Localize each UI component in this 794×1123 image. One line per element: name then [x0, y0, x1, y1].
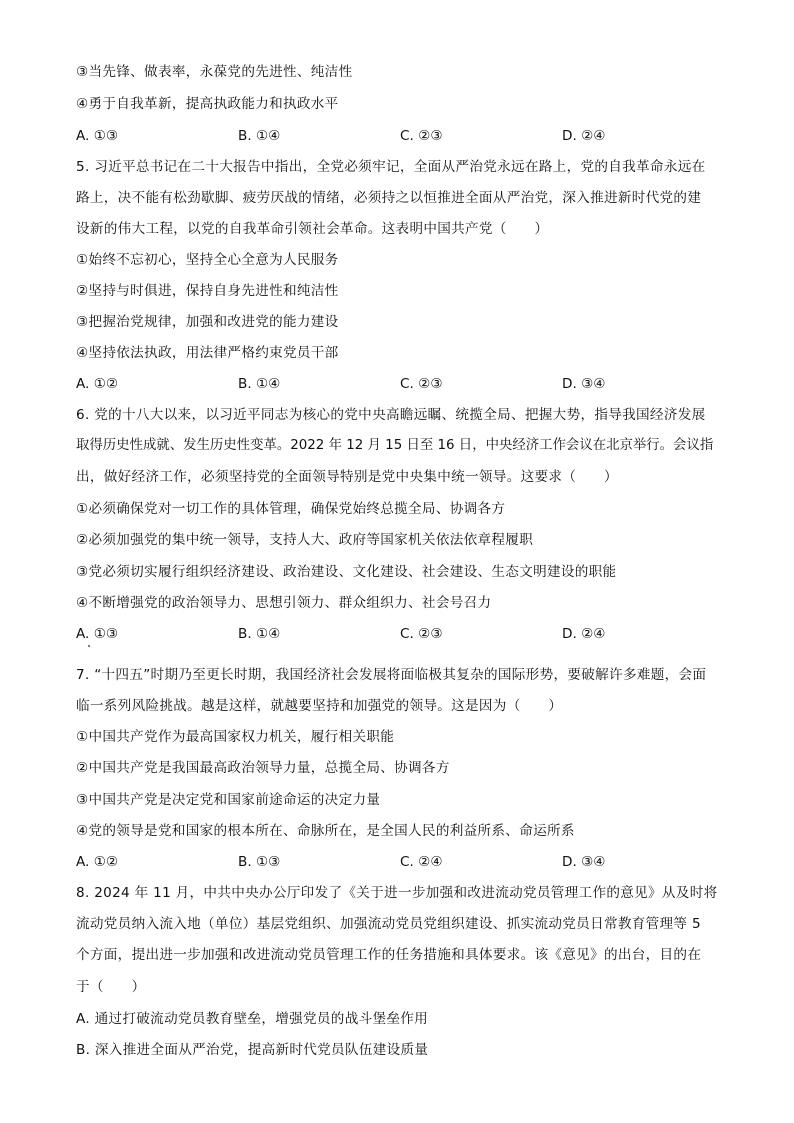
q7-stem-line-2: 临一系列风险挑战。越是这样，就越要坚持和加强党的领导。这是因为（ ）	[76, 698, 563, 714]
q7-option-d[interactable]: D. ③④	[562, 854, 606, 870]
q5-item-4: ④坚持依法执政，用法律严格约束党员干部	[76, 345, 339, 361]
q5-item-2: ②坚持与时俱进，保持自身先进性和纯洁性	[76, 283, 339, 299]
q8-stem-line-4: 于（ ）	[76, 979, 146, 995]
q7-option-b[interactable]: B. ①③	[238, 854, 281, 870]
q8-option-a[interactable]: A. 通过打破流动党员教育壁垒，增强党员的战斗堡垒作用	[76, 1011, 429, 1027]
q6-item-3: ③党必须切实履行组织经济建设、政治建设、文化建设、社会建设、生态文明建设的职能	[76, 564, 617, 580]
q5-option-b[interactable]: B. ①④	[238, 376, 281, 392]
q6-stem-line-2: 取得历史性成就、发生历史性变革。2022 年 12 月 15 日至 16 日，中央经济工作会议在北京举行。会议指	[76, 438, 714, 453]
q7-option-a[interactable]: A. ①②	[76, 854, 119, 870]
q5-options	[76, 374, 726, 394]
q5-stem-line-2: 路上，决不能有松劲歇脚、疲劳厌战的情绪，必须持之以恒推进全面从严治党，深入推进新时代党的建	[76, 190, 702, 206]
q4-options	[76, 126, 726, 146]
q6-option-d[interactable]: D. ②④	[562, 626, 606, 642]
q5-item-3: ③把握治党规律，加强和改进党的能力建设	[76, 314, 339, 330]
q7-item-1: ①中国共产党作为最高国家权力机关，履行相关职能	[76, 729, 395, 745]
q5-option-c[interactable]: C. ②③	[400, 376, 443, 392]
q6-option-b[interactable]: B. ①④	[238, 626, 281, 642]
q4-option-a[interactable]: A. ①③	[76, 128, 119, 144]
q5-option-d[interactable]: D. ③④	[562, 376, 606, 392]
q6-option-a[interactable]: A. ①③	[76, 626, 119, 642]
q6-stem-line-3: 出，做好经济工作，必须坚持党的全面领导特别是党中央集中统一领导。这要求（ ）	[76, 469, 618, 485]
q4-item-4: ④勇于自我革新，提高执政能力和执政水平	[76, 96, 339, 112]
q7-option-c[interactable]: C. ②④	[400, 854, 443, 870]
q8-option-b[interactable]: B. 深入推进全面从严治党，提高新时代党员队伍建设质量	[76, 1042, 429, 1058]
q5-option-a[interactable]: A. ①②	[76, 376, 119, 392]
q6-item-2: ②必须加强党的集中统一领导，支持人大、政府等国家机关依法依章程履职	[76, 532, 534, 548]
q7-stem-line-1: 7. “十四五”时期乃至更长时期，我国经济社会发展将面临极其复杂的国际形势，要破解许多难题，会面	[76, 667, 707, 683]
q4-option-d[interactable]: D. ②④	[562, 128, 606, 144]
q5-item-1: ①始终不忘初心，坚持全心全意为人民服务	[76, 252, 339, 268]
q7-item-4: ④党的领导是党和国家的根本所在、命脉所在，是全国人民的利益所系、命运所系	[76, 823, 575, 839]
q4-option-b[interactable]: B. ①④	[238, 128, 281, 144]
q6-stem-line-1: 6. 党的十八大以来，以习近平同志为核心的党中央高瞻远瞩、统揽全局、把握大势，指导我国经济发展	[76, 407, 706, 423]
q8-stem-line-3: 个方面，提出进一步加强和改进流动党员管理工作的任务措施和具体要求。该《意见》的出台，目的在	[76, 947, 702, 963]
q4-option-c[interactable]: C. ②③	[400, 128, 443, 144]
q7-item-2: ②中国共产党是我国最高政治领导力量，总揽全局、协调各方	[76, 760, 450, 776]
q6-option-c[interactable]: C. ②③	[400, 626, 443, 642]
q6-item-4: ④不断增强党的政治领导力、思想引领力、群众组织力、社会号召力	[76, 595, 492, 611]
stray-dot-mark	[88, 645, 90, 647]
q6-options	[76, 624, 726, 644]
q5-stem-line-1: 5. 习近平总书记在二十大报告中指出，全党必须牢记，全面从严治党永远在路上，党的自我革命永远在	[76, 159, 706, 175]
q7-options	[76, 852, 726, 872]
q7-item-3: ③中国共产党是决定党和国家前途命运的决定力量	[76, 792, 381, 808]
q8-stem-line-1: 8. 2024 年 11 月，中共中央办公厅印发了《关于进一步加强和改进流动党员管理工作的意见》从及时将	[76, 885, 718, 901]
q5-stem-line-3: 设新的伟大工程，以党的自我革命引领社会革命。这表明中国共产党（ ）	[76, 221, 549, 237]
q6-item-1: ①必须确保党对一切工作的具体管理，确保党始终总揽全局、协调各方	[76, 501, 506, 517]
q8-stem-line-2: 流动党员纳入流入地（单位）基层党组织、加强流动党员党组织建设、抓实流动党员日常教育管理等 5	[76, 916, 701, 932]
q4-item-3: ③当先锋、做表率，永葆党的先进性、纯洁性	[76, 64, 353, 80]
